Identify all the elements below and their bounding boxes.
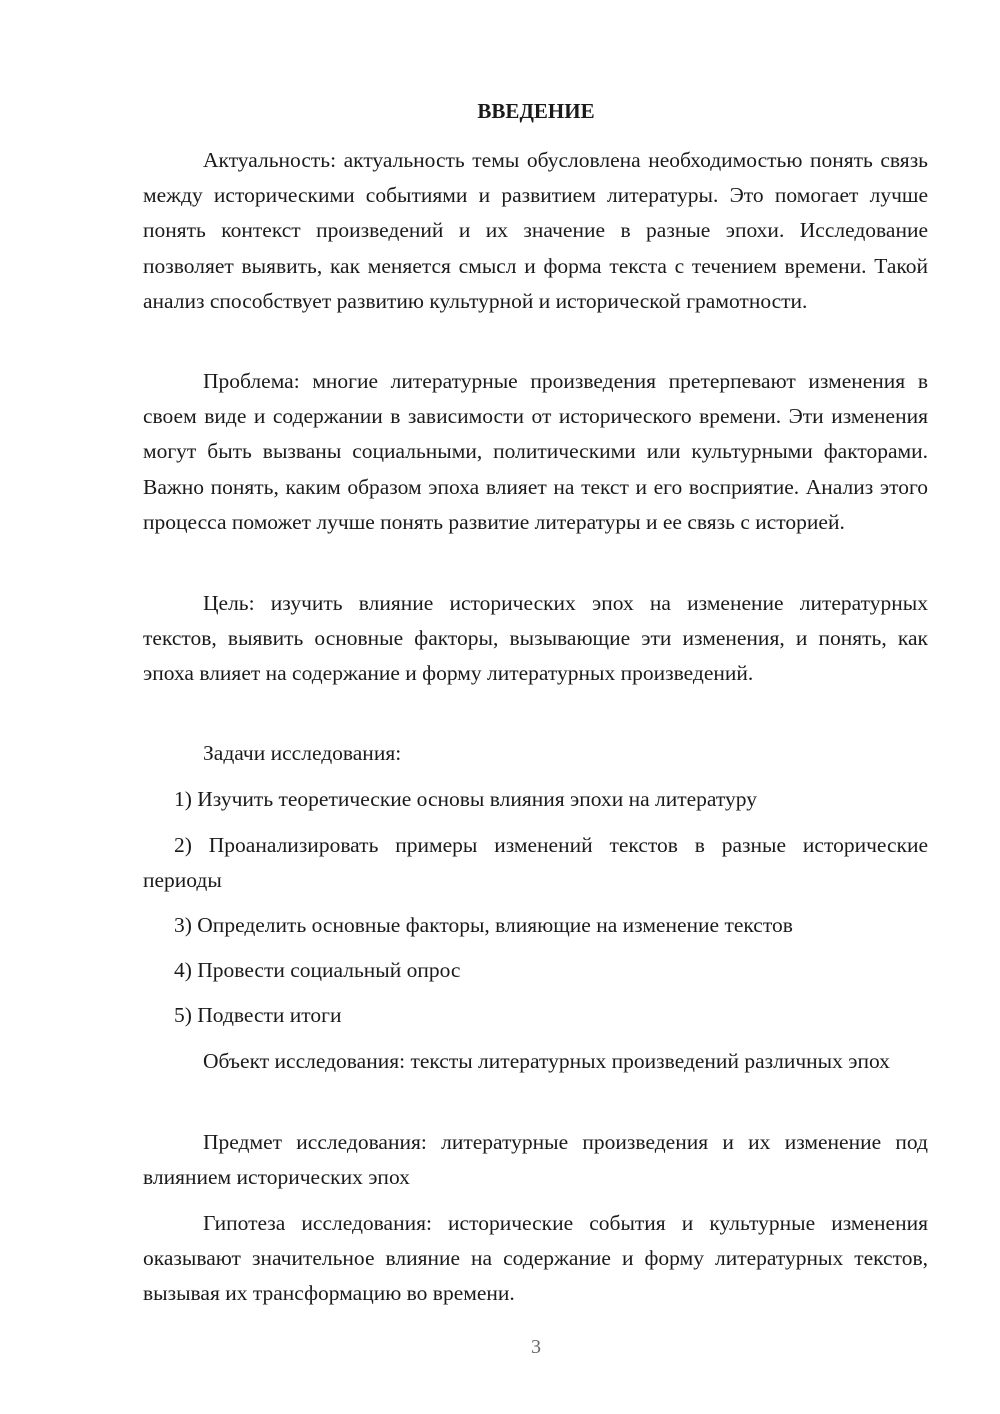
task-item-4: 4) Провести социальный опрос	[174, 958, 461, 982]
goal-paragraph: Цель: изучить влияние исторических эпох на изменение литературных текстов, выявить основные факторы, вызывающие эти изменения, и понять, как эпоха влияет на содержание и форму литературных произведений.	[143, 591, 928, 686]
relevance-paragraph: Актуальность: актуальность темы обусловлена необходимостью понять связь между историческими событиями и развитием литературы. Это помогает лучше понять контекст произведений и их значение в разные эпохи. Исследование позволяет выявить, как меняется смысл и форма текста с течением времени. Такой анализ способствует развитию культурной и исторической грамотности.	[143, 148, 928, 313]
tasks-heading: Задачи исследования:	[203, 741, 402, 765]
task-item-1: 1) Изучить теоретические основы влияния эпохи на литературу	[174, 787, 757, 811]
task-item-3: 3) Определить основные факторы, влияющие на изменение текстов	[174, 913, 793, 937]
task-item-2: 2) Проанализировать примеры изменений текстов в разные исторические периоды	[143, 833, 928, 893]
problem-paragraph: Проблема: многие литературные произведения претерпевают изменения в своем виде и содержании в зависимости от исторического времени. Эти изменения могут быть вызваны социальными, политическими или культурными факторами. Важно понять, каким образом эпоха влияет на текст и его восприятие. Анализ этого процесса поможет лучше понять развитие литературы и ее связь с историей.	[143, 369, 928, 534]
page-number: 3	[531, 1336, 541, 1358]
object-paragraph: Объект исследования: тексты литературных произведений различных эпох	[203, 1049, 890, 1073]
subject-paragraph: Предмет исследования: литературные произведения и их изменение под влиянием исторических эпох	[143, 1130, 928, 1190]
hypothesis-paragraph: Гипотеза исследования: исторические события и культурные изменения оказывают значительное влияние на содержание и форму литературных текстов, вызывая их трансформацию во времени.	[143, 1211, 928, 1306]
task-item-5: 5) Подвести итоги	[174, 1003, 342, 1027]
page-title: ВВЕДЕНИЕ	[477, 99, 595, 123]
